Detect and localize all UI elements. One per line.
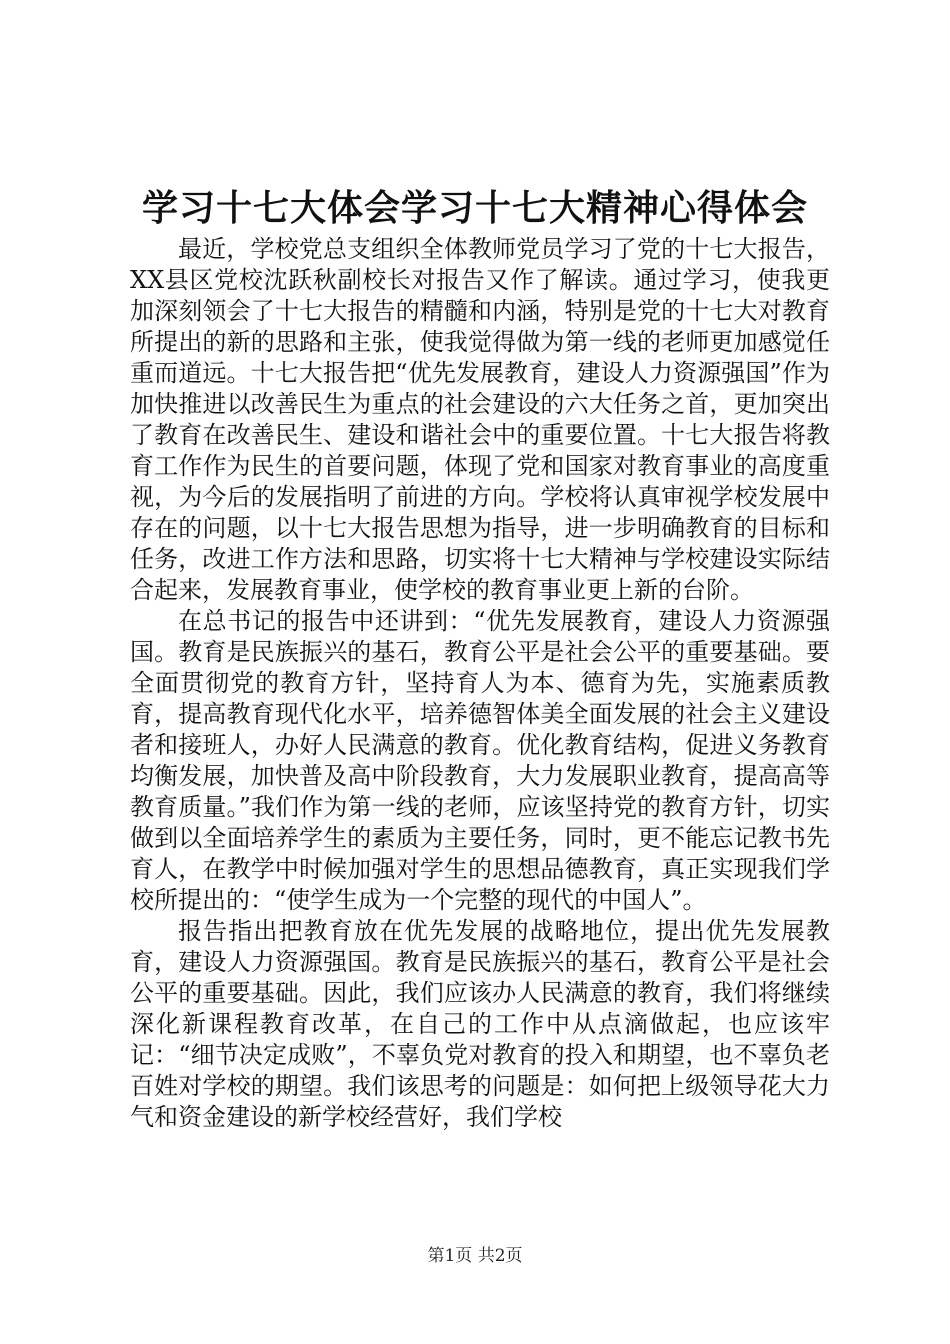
document-title: 学习十七大体会学习十七大精神心得体会 [141,187,808,229]
paragraph-1: 最近，学校党总支组织全体教师党员学习了党的十七大报告，XX县区党校沈跃秋副校长对报告又作了解读。通过学习，使我更加深刻领会了十七大报告的精髓和内涵，特别是党的十七大对教育所提出的新的思路和主张，使我觉得做为第一线的老师更加感觉任重而道远。十七大报告把“优先发展教育，建设人力资源强国”作为加快推进以改善民生为重点的社会建设的六大任务之首，更加突出了教育在改善民生、建设和谐社会中的重要位置。十七大报告将教育工作作为民生的首要问题，体现了党和国家对教育事业的高度重视，为今后的发展指明了前进的方向。学校将认真审视学校发展中存在的问题，以十七大报告思想为指导，进一步明确教育的目标和任务，改进工作方法和思路，切实将十七大精神与学校建设实际结合起来，发展教育事业，使学校的教育事业更上新的台阶。 [130,235,830,604]
paragraph-3: 报告指出把教育放在优先发展的战略地位，提出优先发展教育，建设人力资源强国。教育是民族振兴的基石，教育公平是社会公平的重要基础。因此，我们应该办人民满意的教育，我们将继续深化新课程教育改革，在自己的工作中从点滴做起，也应该牢记：“细节决定成败”，不辜负党对教育的投入和期望，也不辜负老百姓对学校的期望。我们该思考的问题是：如何把上级领导花大力气和资金建设的新学校经营好，我们学校 [130,917,830,1131]
paragraph-2: 在总书记的报告中还讲到：“优先发展教育，建设人力资源强国。教育是民族振兴的基石，教育公平是社会公平的重要基础。要全面贯彻党的教育方针，坚持育人为本、德育为先，实施素质教育，提高教育现代化水平，培养德智体美全面发展的社会主义建设者和接班人，办好人民满意的教育。优化教育结构，促进义务教育均衡发展，加快普及高中阶段教育，大力发展职业教育，提高高等教育质量。”我们作为第一线的老师，应该坚持党的教育方针，切实做到以全面培养学生的素质为主要任务，同时，更不能忘记教书先育人，在教学中时候加强对学生的思想品德教育，真正实现我们学校所提出的：“使学生成为一个完整的现代的中国人”。 [130,607,830,914]
page-number-footer: 第1页 共2页 [427,1246,523,1266]
document-body [130,234,830,1133]
